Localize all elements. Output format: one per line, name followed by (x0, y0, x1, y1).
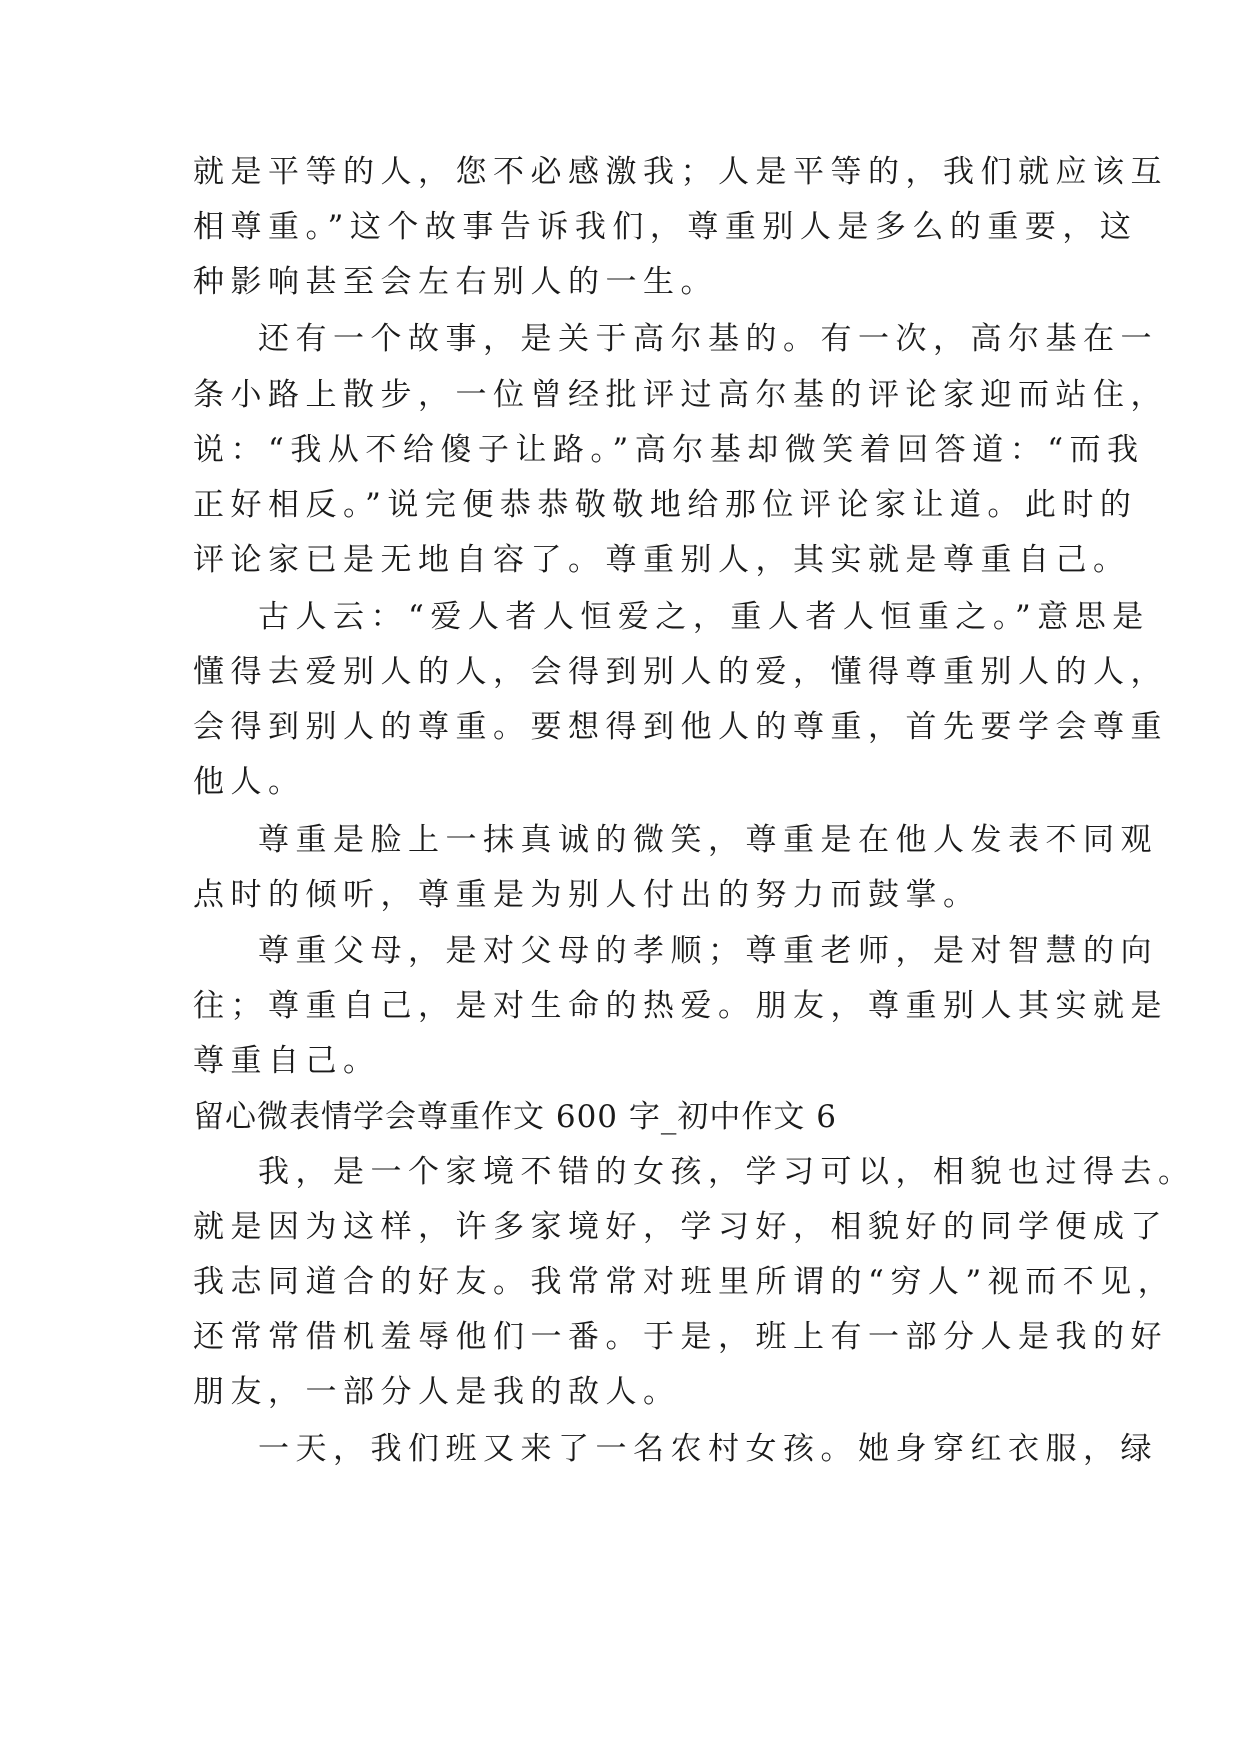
text-line: 往；尊重自己，是对生命的热爱。朋友，尊重别人其实就是 (193, 988, 1168, 1024)
paragraph-first-line: 还有一个故事，是关于高尔基的。有一次，高尔基在一 (258, 321, 1158, 357)
text-line: 尊重自己。 (193, 1043, 381, 1079)
text-line: 就是平等的人，您不必感激我；人是平等的，我们就应该互 (193, 154, 1168, 190)
text-line: 相尊重。”这个故事告诉我们，尊重别人是多么的重要，这 (193, 209, 1138, 245)
text-line: 还常常借机羞辱他们一番。于是，班上有一部分人是我的好 (193, 1319, 1168, 1355)
text-line: 说：“我从不给傻子让路。”高尔基却微笑着回答道：“而我 (193, 432, 1145, 468)
text-line: 他人。 (193, 764, 306, 800)
paragraph-first-line: 古人云：“爱人者人恒爱之，重人者人恒重之。”意思是 (258, 599, 1150, 635)
paragraph-first-line: 尊重父母，是对父母的孝顺；尊重老师，是对智慧的向 (258, 933, 1158, 969)
text-line: 点时的倾听，尊重是为别人付出的努力而鼓掌。 (193, 877, 981, 913)
text-line: 就是因为这样，许多家境好，学习好，相貌好的同学便成了 (193, 1209, 1168, 1245)
paragraph-first-line: 我，是一个家境不错的女孩，学习可以，相貌也过得去。 (258, 1154, 1196, 1190)
text-line: 朋友，一部分人是我的敌人。 (193, 1374, 681, 1410)
text-line: 懂得去爱别人的人，会得到别人的爱，懂得尊重别人的人， (193, 654, 1168, 690)
text-line: 会得到别人的尊重。要想得到他人的尊重，首先要学会尊重 (193, 709, 1168, 745)
text-line: 正好相反。”说完便恭恭敬敬地给那位评论家让道。此时的 (193, 487, 1138, 523)
text-line: 评论家已是无地自容了。尊重别人，其实就是尊重自己。 (193, 542, 1131, 578)
text-line: 我志同道合的好友。我常常对班里所谓的“穷人”视而不见， (193, 1264, 1176, 1300)
paragraph-first-line: 尊重是脸上一抹真诚的微笑，尊重是在他人发表不同观 (258, 822, 1158, 858)
text-line: 条小路上散步，一位曾经批评过高尔基的评论家迎而站住， (193, 377, 1168, 413)
text-line: 种影响甚至会左右别人的一生。 (193, 264, 718, 300)
paragraph-first-line: 一天，我们班又来了一名农村女孩。她身穿红衣服，绿 (258, 1431, 1158, 1467)
section-heading: 留心微表情学会尊重作文 600 字_初中作文 6 (193, 1099, 837, 1135)
